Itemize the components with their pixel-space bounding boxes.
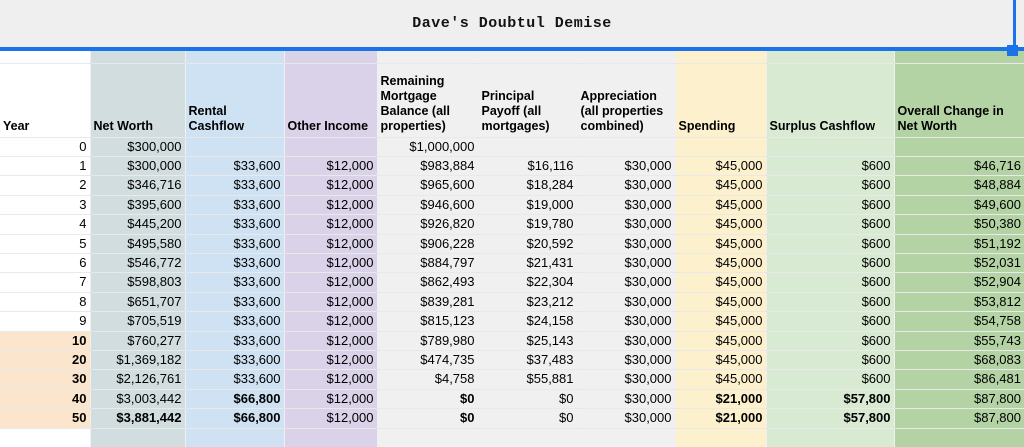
data-cell-appreciation[interactable]: $30,000 — [577, 234, 675, 253]
data-cell-overall[interactable]: $48,884 — [894, 176, 1024, 195]
data-cell-principal[interactable]: $24,158 — [478, 312, 577, 331]
data-cell-surplus[interactable]: $600 — [766, 273, 894, 292]
year-cell[interactable]: 0 — [0, 137, 90, 156]
data-cell-rental[interactable]: $33,600 — [185, 176, 284, 195]
table-row — [0, 253, 1024, 272]
data-cell-appreciation[interactable]: $30,000 — [577, 253, 675, 272]
data-cell-overall[interactable]: $52,031 — [894, 253, 1024, 272]
data-cell-principal[interactable]: $37,483 — [478, 350, 577, 369]
selection-fill-handle[interactable] — [1007, 45, 1018, 56]
year-cell[interactable]: 2 — [0, 176, 90, 195]
data-cell-spending[interactable]: $45,000 — [675, 195, 766, 214]
data-cell-principal[interactable]: $21,431 — [478, 253, 577, 272]
sheet-title: Dave's Doubtul Demise — [412, 15, 612, 32]
data-cell-appreciation[interactable]: $30,000 — [577, 273, 675, 292]
data-cell-overall[interactable]: $87,800 — [894, 389, 1024, 408]
table-row — [0, 156, 1024, 175]
table-row — [0, 312, 1024, 331]
data-cell-spending[interactable]: $45,000 — [675, 156, 766, 175]
data-cell-other_income[interactable]: $12,000 — [284, 292, 377, 311]
grid-table — [0, 51, 1024, 447]
filler-cell[interactable] — [0, 428, 90, 447]
grid-body — [0, 51, 1024, 447]
data-cell-appreciation[interactable]: $30,000 — [577, 331, 675, 350]
data-cell-other_income[interactable]: $12,000 — [284, 370, 377, 389]
data-cell-spending[interactable]: $45,000 — [675, 331, 766, 350]
data-cell-other_income[interactable]: $12,000 — [284, 350, 377, 369]
data-cell-net_worth[interactable]: $598,803 — [90, 273, 185, 292]
data-cell-other_income[interactable]: $12,000 — [284, 195, 377, 214]
data-cell-spending[interactable]: $45,000 — [675, 234, 766, 253]
spacer-cell[interactable] — [90, 51, 185, 63]
table-row — [0, 331, 1024, 350]
spacer-cell[interactable] — [185, 51, 284, 63]
data-cell-surplus[interactable]: $600 — [766, 312, 894, 331]
year-cell[interactable]: 6 — [0, 253, 90, 272]
data-cell-overall[interactable]: $53,812 — [894, 292, 1024, 311]
data-cell-principal[interactable]: $22,304 — [478, 273, 577, 292]
data-cell-other_income[interactable]: $12,000 — [284, 156, 377, 175]
data-cell-principal[interactable]: $18,284 — [478, 176, 577, 195]
data-cell-spending[interactable] — [675, 137, 766, 156]
spacer-cell[interactable] — [377, 51, 478, 63]
year-cell[interactable]: 30 — [0, 370, 90, 389]
data-cell-spending[interactable]: $45,000 — [675, 176, 766, 195]
data-cell-surplus[interactable]: $600 — [766, 331, 894, 350]
data-cell-spending[interactable]: $45,000 — [675, 273, 766, 292]
data-cell-appreciation[interactable]: $30,000 — [577, 215, 675, 234]
data-cell-overall[interactable] — [894, 137, 1024, 156]
spacer-cell[interactable] — [675, 51, 766, 63]
title-merged-cell[interactable] — [0, 0, 1024, 47]
data-cell-rental[interactable]: $33,600 — [185, 350, 284, 369]
data-cell-principal[interactable]: $23,212 — [478, 292, 577, 311]
data-cell-overall[interactable]: $54,758 — [894, 312, 1024, 331]
data-cell-surplus[interactable]: $600 — [766, 370, 894, 389]
data-cell-rental[interactable]: $33,600 — [185, 292, 284, 311]
data-cell-principal[interactable]: $55,881 — [478, 370, 577, 389]
data-cell-principal[interactable]: $0 — [478, 409, 577, 428]
data-cell-net_worth[interactable]: $760,277 — [90, 331, 185, 350]
data-cell-net_worth[interactable]: $3,881,442 — [90, 409, 185, 428]
spacer-cell[interactable] — [284, 51, 377, 63]
table-row — [0, 409, 1024, 428]
data-cell-other_income[interactable]: $12,000 — [284, 176, 377, 195]
filler-cell[interactable] — [185, 428, 284, 447]
data-cell-mortgage[interactable]: $0 — [377, 389, 478, 408]
data-cell-spending[interactable]: $45,000 — [675, 350, 766, 369]
data-cell-other_income[interactable]: $12,000 — [284, 215, 377, 234]
data-cell-rental[interactable]: $33,600 — [185, 273, 284, 292]
table-row — [0, 350, 1024, 369]
year-cell[interactable]: 7 — [0, 273, 90, 292]
year-cell[interactable]: 5 — [0, 234, 90, 253]
data-cell-spending[interactable]: $45,000 — [675, 370, 766, 389]
data-cell-mortgage[interactable]: $946,600 — [377, 195, 478, 214]
data-cell-spending[interactable]: $21,000 — [675, 409, 766, 428]
header-cell-spending[interactable]: Spending — [675, 63, 766, 137]
data-cell-principal[interactable]: $25,143 — [478, 331, 577, 350]
table-row — [0, 176, 1024, 195]
data-cell-spending[interactable]: $45,000 — [675, 292, 766, 311]
data-cell-other_income[interactable]: $12,000 — [284, 234, 377, 253]
data-cell-overall[interactable]: $50,380 — [894, 215, 1024, 234]
data-cell-spending[interactable]: $45,000 — [675, 215, 766, 234]
data-cell-mortgage[interactable]: $4,758 — [377, 370, 478, 389]
data-cell-net_worth[interactable]: $3,003,442 — [90, 389, 185, 408]
data-cell-net_worth[interactable]: $445,200 — [90, 215, 185, 234]
year-cell[interactable]: 4 — [0, 215, 90, 234]
data-cell-principal[interactable]: $19,000 — [478, 195, 577, 214]
data-cell-appreciation[interactable]: $30,000 — [577, 370, 675, 389]
data-cell-mortgage[interactable]: $983,884 — [377, 156, 478, 175]
table-row — [0, 195, 1024, 214]
data-cell-net_worth[interactable]: $395,600 — [90, 195, 185, 214]
data-cell-net_worth[interactable]: $300,000 — [90, 137, 185, 156]
data-cell-surplus[interactable]: $600 — [766, 215, 894, 234]
data-cell-overall[interactable]: $86,481 — [894, 370, 1024, 389]
data-cell-spending[interactable]: $45,000 — [675, 312, 766, 331]
data-cell-rental[interactable]: $33,600 — [185, 156, 284, 175]
year-cell[interactable]: 9 — [0, 312, 90, 331]
data-cell-surplus[interactable]: $600 — [766, 176, 894, 195]
data-cell-mortgage[interactable]: $926,820 — [377, 215, 478, 234]
data-cell-mortgage[interactable]: $1,000,000 — [377, 137, 478, 156]
table-row — [0, 370, 1024, 389]
data-cell-mortgage[interactable]: $789,980 — [377, 331, 478, 350]
data-cell-net_worth[interactable]: $2,126,761 — [90, 370, 185, 389]
header-row — [0, 63, 1024, 137]
data-cell-other_income[interactable]: $12,000 — [284, 273, 377, 292]
table-row — [0, 273, 1024, 292]
data-cell-appreciation[interactable]: $30,000 — [577, 195, 675, 214]
data-cell-principal[interactable] — [478, 137, 577, 156]
header-cell-appreciation[interactable]: Appreciation (all properties combined) — [577, 63, 675, 137]
data-cell-surplus[interactable]: $600 — [766, 195, 894, 214]
filler-cell[interactable] — [90, 428, 185, 447]
header-cell-principal[interactable]: Principal Payoff (all mortgages) — [478, 63, 577, 137]
data-cell-mortgage[interactable]: $965,600 — [377, 176, 478, 195]
year-cell[interactable]: 10 — [0, 331, 90, 350]
data-cell-principal[interactable]: $16,116 — [478, 156, 577, 175]
header-cell-net_worth[interactable]: Net Worth — [90, 63, 185, 137]
data-cell-rental[interactable]: $33,600 — [185, 331, 284, 350]
data-cell-appreciation[interactable]: $30,000 — [577, 389, 675, 408]
data-cell-net_worth[interactable]: $300,000 — [90, 156, 185, 175]
data-cell-surplus[interactable]: $600 — [766, 292, 894, 311]
data-cell-other_income[interactable] — [284, 137, 377, 156]
data-cell-net_worth[interactable]: $651,707 — [90, 292, 185, 311]
year-cell[interactable]: 50 — [0, 409, 90, 428]
table-row — [0, 137, 1024, 156]
data-cell-mortgage[interactable]: $0 — [377, 409, 478, 428]
filler-cell[interactable] — [675, 428, 766, 447]
data-cell-mortgage[interactable]: $839,281 — [377, 292, 478, 311]
header-cell-mortgage[interactable]: Remaining Mortgage Balance (all properties) — [377, 63, 478, 137]
data-cell-rental[interactable]: $33,600 — [185, 312, 284, 331]
data-cell-overall[interactable]: $51,192 — [894, 234, 1024, 253]
data-cell-overall[interactable]: $46,716 — [894, 156, 1024, 175]
data-cell-rental[interactable]: $33,600 — [185, 215, 284, 234]
data-cell-appreciation[interactable]: $30,000 — [577, 292, 675, 311]
data-cell-rental[interactable]: $66,800 — [185, 409, 284, 428]
data-cell-surplus[interactable]: $600 — [766, 234, 894, 253]
year-cell[interactable]: 3 — [0, 195, 90, 214]
spacer-row — [0, 51, 1024, 63]
data-cell-other_income[interactable]: $12,000 — [284, 389, 377, 408]
data-cell-net_worth[interactable]: $1,369,182 — [90, 350, 185, 369]
filler-row — [0, 428, 1024, 447]
data-cell-appreciation[interactable]: $30,000 — [577, 312, 675, 331]
data-cell-spending[interactable]: $21,000 — [675, 389, 766, 408]
data-cell-rental[interactable]: $33,600 — [185, 370, 284, 389]
header-cell-rental[interactable]: Rental Cashflow — [185, 63, 284, 137]
filler-cell[interactable] — [478, 428, 577, 447]
data-cell-appreciation[interactable]: $30,000 — [577, 409, 675, 428]
data-cell-rental[interactable] — [185, 137, 284, 156]
year-cell[interactable]: 8 — [0, 292, 90, 311]
data-cell-other_income[interactable]: $12,000 — [284, 312, 377, 331]
data-cell-overall[interactable]: $87,800 — [894, 409, 1024, 428]
spacer-cell[interactable] — [0, 51, 90, 63]
filler-cell[interactable] — [894, 428, 1024, 447]
data-cell-surplus[interactable]: $600 — [766, 156, 894, 175]
data-cell-net_worth[interactable]: $546,772 — [90, 253, 185, 272]
year-cell[interactable]: 1 — [0, 156, 90, 175]
data-cell-overall[interactable]: $52,904 — [894, 273, 1024, 292]
year-cell[interactable]: 40 — [0, 389, 90, 408]
header-cell-year[interactable]: Year — [0, 63, 90, 137]
filler-cell[interactable] — [577, 428, 675, 447]
data-cell-principal[interactable]: $19,780 — [478, 215, 577, 234]
data-cell-appreciation[interactable]: $30,000 — [577, 176, 675, 195]
header-cell-overall[interactable]: Overall Change in Net Worth — [894, 63, 1024, 137]
table-row — [0, 389, 1024, 408]
data-cell-rental[interactable]: $33,600 — [185, 253, 284, 272]
data-cell-net_worth[interactable]: $705,519 — [90, 312, 185, 331]
data-cell-other_income[interactable]: $12,000 — [284, 253, 377, 272]
data-cell-principal[interactable]: $0 — [478, 389, 577, 408]
data-cell-other_income[interactable]: $12,000 — [284, 331, 377, 350]
data-cell-mortgage[interactable]: $815,123 — [377, 312, 478, 331]
table-row — [0, 292, 1024, 311]
spacer-cell[interactable] — [577, 51, 675, 63]
filler-cell[interactable] — [377, 428, 478, 447]
data-cell-net_worth[interactable]: $346,716 — [90, 176, 185, 195]
filler-cell[interactable] — [766, 428, 894, 447]
data-cell-rental[interactable]: $66,800 — [185, 389, 284, 408]
data-cell-surplus[interactable]: $600 — [766, 350, 894, 369]
data-cell-surplus[interactable]: $57,800 — [766, 409, 894, 428]
data-cell-mortgage[interactable]: $884,797 — [377, 253, 478, 272]
data-cell-appreciation[interactable]: $30,000 — [577, 350, 675, 369]
spacer-cell[interactable] — [894, 51, 1024, 63]
data-cell-principal[interactable]: $20,592 — [478, 234, 577, 253]
data-cell-overall[interactable]: $68,083 — [894, 350, 1024, 369]
data-cell-surplus[interactable] — [766, 137, 894, 156]
data-cell-mortgage[interactable]: $474,735 — [377, 350, 478, 369]
year-cell[interactable]: 20 — [0, 350, 90, 369]
data-cell-overall[interactable]: $55,743 — [894, 331, 1024, 350]
data-cell-appreciation[interactable] — [577, 137, 675, 156]
data-cell-overall[interactable]: $49,600 — [894, 195, 1024, 214]
selection-border-right — [1013, 0, 1016, 51]
data-cell-mortgage[interactable]: $862,493 — [377, 273, 478, 292]
data-cell-spending[interactable]: $45,000 — [675, 253, 766, 272]
filler-cell[interactable] — [284, 428, 377, 447]
header-cell-surplus[interactable]: Surplus Cashflow — [766, 63, 894, 137]
data-cell-appreciation[interactable]: $30,000 — [577, 156, 675, 175]
spacer-cell[interactable] — [478, 51, 577, 63]
table-row — [0, 215, 1024, 234]
data-cell-mortgage[interactable]: $906,228 — [377, 234, 478, 253]
data-cell-surplus[interactable]: $57,800 — [766, 389, 894, 408]
data-cell-surplus[interactable]: $600 — [766, 253, 894, 272]
spacer-cell[interactable] — [766, 51, 894, 63]
data-cell-rental[interactable]: $33,600 — [185, 234, 284, 253]
data-cell-rental[interactable]: $33,600 — [185, 195, 284, 214]
table-row — [0, 234, 1024, 253]
header-cell-other_income[interactable]: Other Income — [284, 63, 377, 137]
data-cell-other_income[interactable]: $12,000 — [284, 409, 377, 428]
data-cell-net_worth[interactable]: $495,580 — [90, 234, 185, 253]
